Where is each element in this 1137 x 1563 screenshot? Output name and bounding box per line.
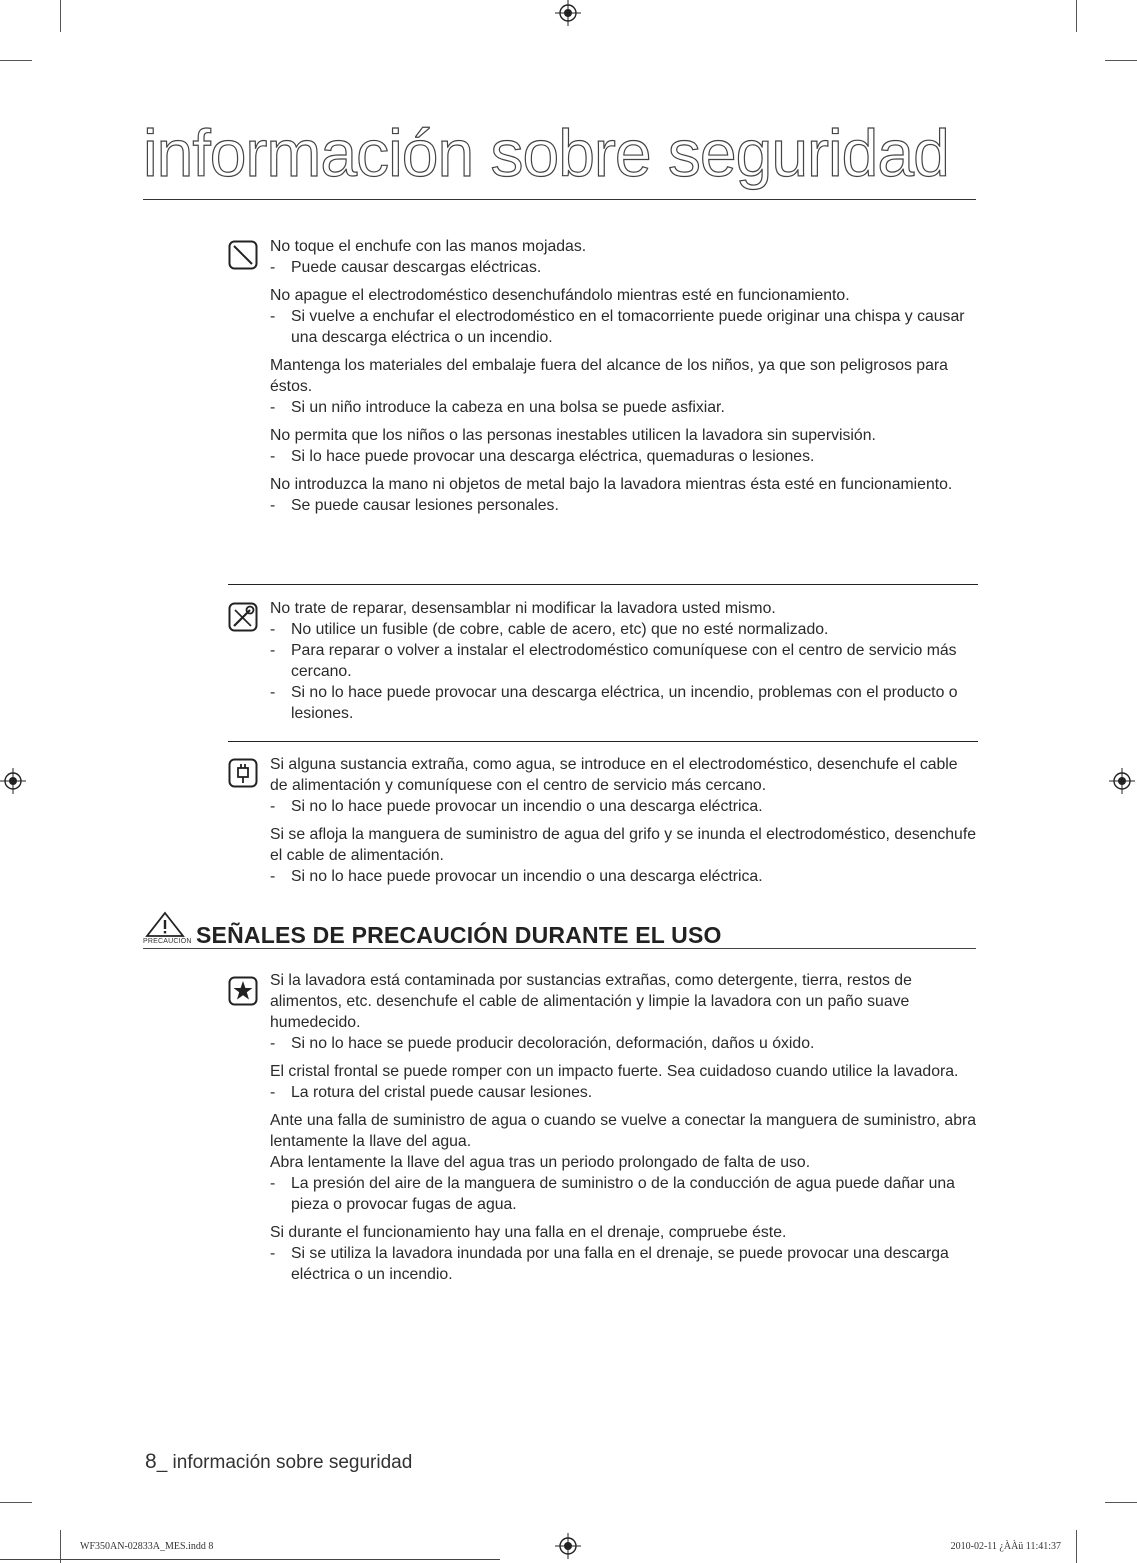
safety-entry	[270, 285, 978, 348]
crop-mark	[60, 0, 61, 32]
safety-section-1	[228, 236, 978, 516]
section-entries	[228, 236, 978, 516]
crop-mark	[1076, 1530, 1077, 1563]
entry-text: No trate de reparar, desensamblar ni modificar la lavadora usted mismo.	[270, 600, 776, 617]
entry-detail: - Puede causar descargas eléctricas.	[270, 257, 978, 278]
crop-mark	[0, 1502, 32, 1503]
safety-entry	[270, 425, 978, 467]
safety-section-3	[228, 754, 978, 887]
entry-detail: - Si no lo hace puede provocar un incendio o una descarga eléctrica.	[270, 796, 978, 817]
safety-entry	[270, 598, 978, 724]
registration-mark-icon	[1109, 768, 1135, 794]
entry-detail: - Si vuelve a enchufar el electrodoméstico en el tomacorriente puede originar una chispa y causar una descarga eléctrica o un incendio.	[270, 306, 978, 348]
caution-section	[228, 970, 978, 1285]
page-footer	[145, 1450, 412, 1474]
section-divider	[228, 584, 978, 585]
entry-text: El cristal frontal se puede romper con un impacto fuerte. Sea cuidadoso cuando utilice la lavadora.	[270, 1063, 959, 1080]
entry-text: Mantenga los materiales del embalaje fuera del alcance de los niños, ya que son peligrosos para éstos.	[270, 357, 948, 395]
entry-text: Ante una falla de suministro de agua o cuando se vuelve a conectar la manguera de suministro, abra lentamente la llave del agua.	[270, 1112, 977, 1150]
registration-mark-icon	[555, 1533, 581, 1559]
safety-entry	[270, 236, 978, 278]
section-divider	[228, 741, 978, 742]
entry-detail: - Si no lo hace puede provocar una descarga eléctrica, un incendio, problemas con el producto o lesiones.	[270, 682, 978, 724]
entry-text: No apague el electrodoméstico desenchufándolo mientras esté en funcionamiento.	[270, 287, 850, 304]
entry-text: Si la lavadora está contaminada por sustancias extrañas, como detergente, tierra, restos de alimentos, etc. desenchufe el cable de alimentación y limpie la lavadora con un paño suave humedecido.	[270, 972, 912, 1031]
entry-detail: - La presión del aire de la manguera de suministro o de la conducción de agua puede dañar una pieza o provocar fugas de agua.	[270, 1173, 978, 1215]
entry-detail: - La rotura del cristal puede causar lesiones.	[270, 1082, 978, 1103]
print-slug-stamp: 2010-02-11 ¿ÀÀü 11:41:37	[950, 1541, 1061, 1552]
entry-text: No toque el enchufe con las manos mojadas.	[270, 238, 587, 255]
print-slug-file: WF350AN-02833A_MES.indd 8	[80, 1541, 214, 1552]
entry-detail: - Si no lo hace se puede producir decoloración, deformación, daños u óxido.	[270, 1033, 978, 1054]
footer-label: _ información sobre seguridad	[156, 1452, 413, 1473]
entry-detail: - Si se utiliza la lavadora inundada por una falla en el drenaje, se puede provocar una descarga eléctrica o un incendio.	[270, 1243, 978, 1285]
entry-text: No introduzca la mano ni objetos de metal bajo la lavadora mientras ésta esté en funcionamiento.	[270, 476, 953, 493]
safety-entry	[270, 355, 978, 418]
entry-detail: - Se puede causar lesiones personales.	[270, 495, 978, 516]
caution-entry	[270, 1222, 978, 1285]
entry-text: Si durante el funcionamiento hay una falla en el drenaje, compruebe éste.	[270, 1224, 787, 1241]
page-title: información sobre seguridad	[143, 116, 949, 190]
caution-title: SEÑALES DE PRECAUCIÓN DURANTE EL USO	[196, 922, 722, 948]
page-number: 8	[145, 1450, 157, 1473]
star-notice-icon	[228, 976, 258, 1006]
caution-entry	[270, 970, 978, 1054]
caution-entry	[270, 1110, 978, 1215]
safety-entry	[270, 754, 978, 817]
unplug-icon	[228, 758, 258, 788]
no-disassemble-icon	[228, 602, 258, 632]
crop-mark	[1105, 1502, 1137, 1503]
title-underline	[143, 199, 976, 200]
crop-mark	[0, 60, 32, 61]
entry-text: Si alguna sustancia extraña, como agua, se introduce en el electrodoméstico, desenchufe el cable de alimentación y comuníquese con el centro de servicio más cercano.	[270, 756, 958, 794]
crop-mark	[1105, 60, 1137, 61]
safety-section-2	[228, 598, 978, 724]
entry-detail: - Si lo hace puede provocar una descarga eléctrica, quemaduras o lesiones.	[270, 446, 978, 467]
entry-text: Si se afloja la manguera de suministro de agua del grifo y se inunda el electrodoméstico, desenchufe el cable de alimentación.	[270, 826, 977, 864]
slug-rule	[0, 1559, 500, 1560]
entry-text: Abra lentamente la llave del agua tras un periodo prolongado de falta de uso.	[270, 1154, 811, 1171]
entry-detail: - Para reparar o volver a instalar el electrodoméstico comuníquese con el centro de servicio más cercano.	[270, 640, 978, 682]
entry-detail: - Si un niño introduce la cabeza en una bolsa se puede asfixiar.	[270, 397, 978, 418]
registration-mark-icon	[555, 0, 581, 26]
safety-entry	[270, 824, 978, 887]
entry-text: No permita que los niños o las personas inestables utilicen la lavadora sin supervisión.	[270, 427, 876, 444]
entry-detail: - No utilice un fusible (de cobre, cable de acero, etc) que no esté normalizado.	[270, 619, 978, 640]
caution-underline	[143, 948, 976, 949]
entry-detail: - Si no lo hace puede provocar un incendio o una descarga eléctrica.	[270, 866, 978, 887]
safety-entry	[270, 474, 978, 516]
caution-entry	[270, 1061, 978, 1103]
no-touch-icon	[228, 240, 258, 270]
crop-mark	[1076, 0, 1077, 32]
registration-mark-icon	[0, 768, 26, 794]
caution-icon-label: PRECAUCIÓN	[143, 938, 192, 945]
